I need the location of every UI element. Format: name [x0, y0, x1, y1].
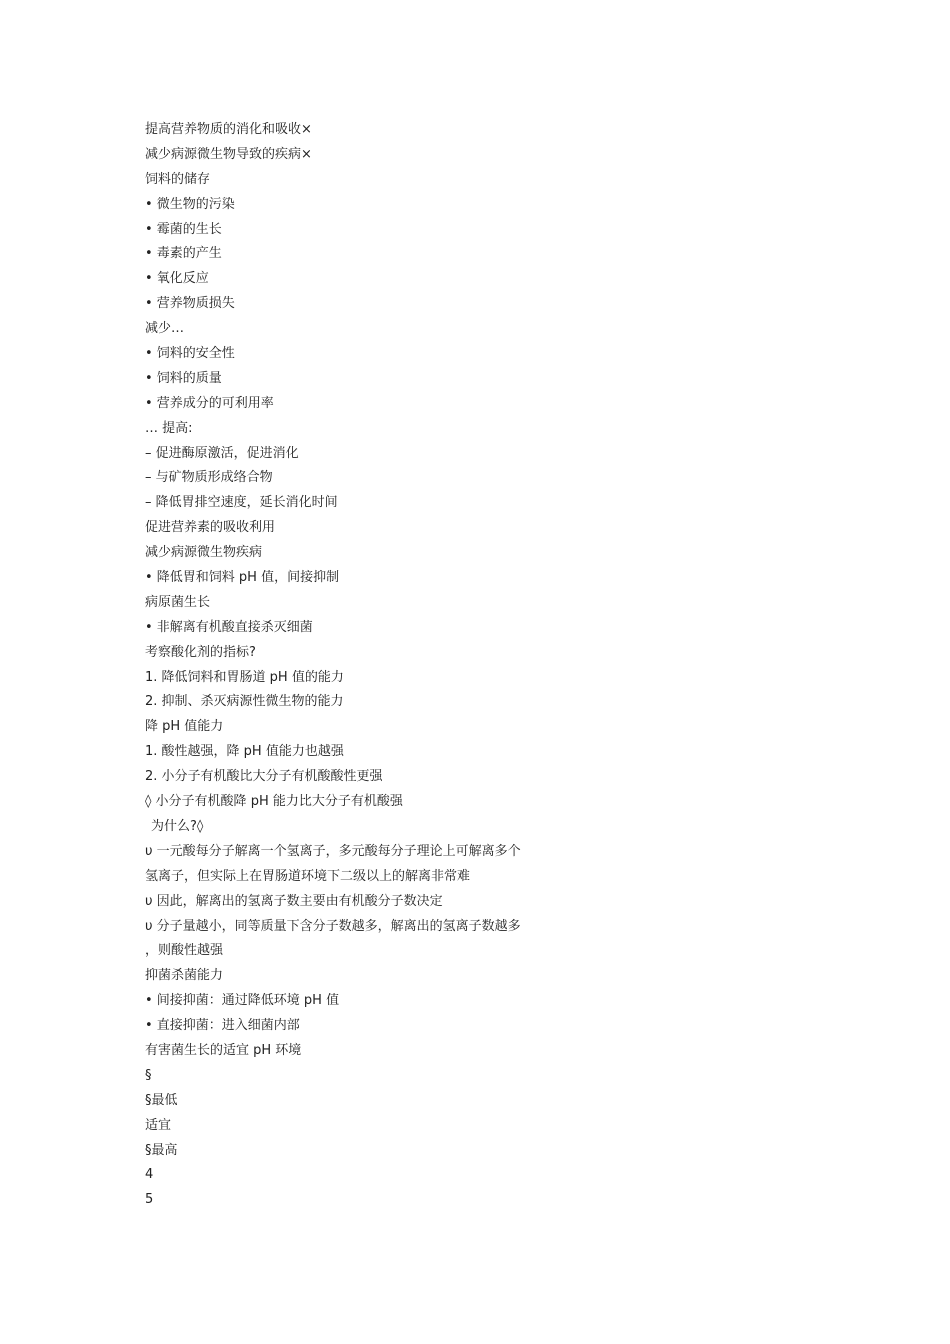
- bullet-item: • 毒素的产生: [145, 246, 222, 262]
- bullet-item: • 饲料的质量: [145, 370, 222, 386]
- bullet-item: • 营养物质损失: [145, 296, 235, 312]
- dash-item: – 促进酶原激活，促进消化: [145, 445, 299, 461]
- text-line: ，则酸性越强: [145, 943, 224, 959]
- document-body: [145, 118, 845, 1213]
- text-line: 降 pH 值能力: [145, 719, 224, 735]
- text-line: 考察酸化剂的指标?: [145, 644, 256, 660]
- numbered-item: 1. 降低饲料和胃肠道 pH 值的能力: [145, 669, 344, 685]
- text-line: 5: [145, 1192, 154, 1208]
- bullet-item: • 氧化反应: [145, 271, 209, 287]
- text-line: 氢离子，但实际上在胃肠道环境下二级以上的解离非常难: [145, 868, 471, 884]
- text-line: ◊ 小分子有机酸降 pH 能力比大分子有机酸强: [145, 794, 403, 810]
- numbered-item: 2. 小分子有机酸比大分子有机酸酸性更强: [145, 769, 383, 785]
- text-line: υ 分子量越小，同等质量下含分子数越多，解离出的氢离子数越多: [145, 918, 521, 934]
- text-line: 减少病源微生物疾病: [145, 545, 263, 561]
- dash-item: – 与矿物质形成络合物: [145, 470, 273, 486]
- text-line: 抑菌杀菌能力: [145, 968, 224, 984]
- text-line: §最低: [145, 1092, 178, 1108]
- text-line: υ 因此，解离出的氢离子数主要由有机酸分子数决定: [145, 893, 443, 909]
- text-line: 4: [145, 1167, 154, 1183]
- text-line: 有害菌生长的适宜 pH 环境: [145, 1042, 302, 1058]
- bullet-item: • 微生物的污染: [145, 196, 235, 212]
- text-line: 适宜: [145, 1117, 172, 1133]
- text-line: 减少…: [145, 321, 185, 337]
- numbered-item: 2. 抑制、杀灭病源性微生物的能力: [145, 694, 344, 710]
- text-line: §最高: [145, 1142, 178, 1158]
- numbered-item: 1. 酸性越强，降 pH 值能力也越强: [145, 744, 344, 760]
- text-line: 饲料的储存: [145, 171, 211, 187]
- bullet-item: • 直接抑菌：进入细菌内部: [145, 1018, 300, 1034]
- text-line: υ 一元酸每分子解离一个氢离子，多元酸每分子理论上可解离多个: [145, 843, 521, 859]
- bullet-item: • 饲料的安全性: [145, 346, 235, 362]
- bullet-item: • 营养成分的可利用率: [145, 395, 274, 411]
- text-line: … 提高:: [145, 420, 193, 436]
- text-line: 为什么?◊: [151, 818, 204, 834]
- text-line: 减少病源微生物导致的疾病×: [145, 146, 312, 162]
- bullet-item: • 降低胃和饲料 pH 值，间接抑制: [145, 570, 340, 586]
- bullet-item: • 间接抑菌：通过降低环境 pH 值: [145, 993, 340, 1009]
- bullet-item: • 霉菌的生长: [145, 221, 222, 237]
- text-line: 病原菌生长: [145, 594, 211, 610]
- dash-item: – 降低胃排空速度，延长消化时间: [145, 495, 338, 511]
- bullet-item: • 非解离有机酸直接杀灭细菌: [145, 619, 313, 635]
- text-line: 促进营养素的吸收利用: [145, 520, 276, 536]
- text-line: §: [145, 1067, 152, 1083]
- text-line: 提高营养物质的消化和吸收×: [145, 122, 312, 137]
